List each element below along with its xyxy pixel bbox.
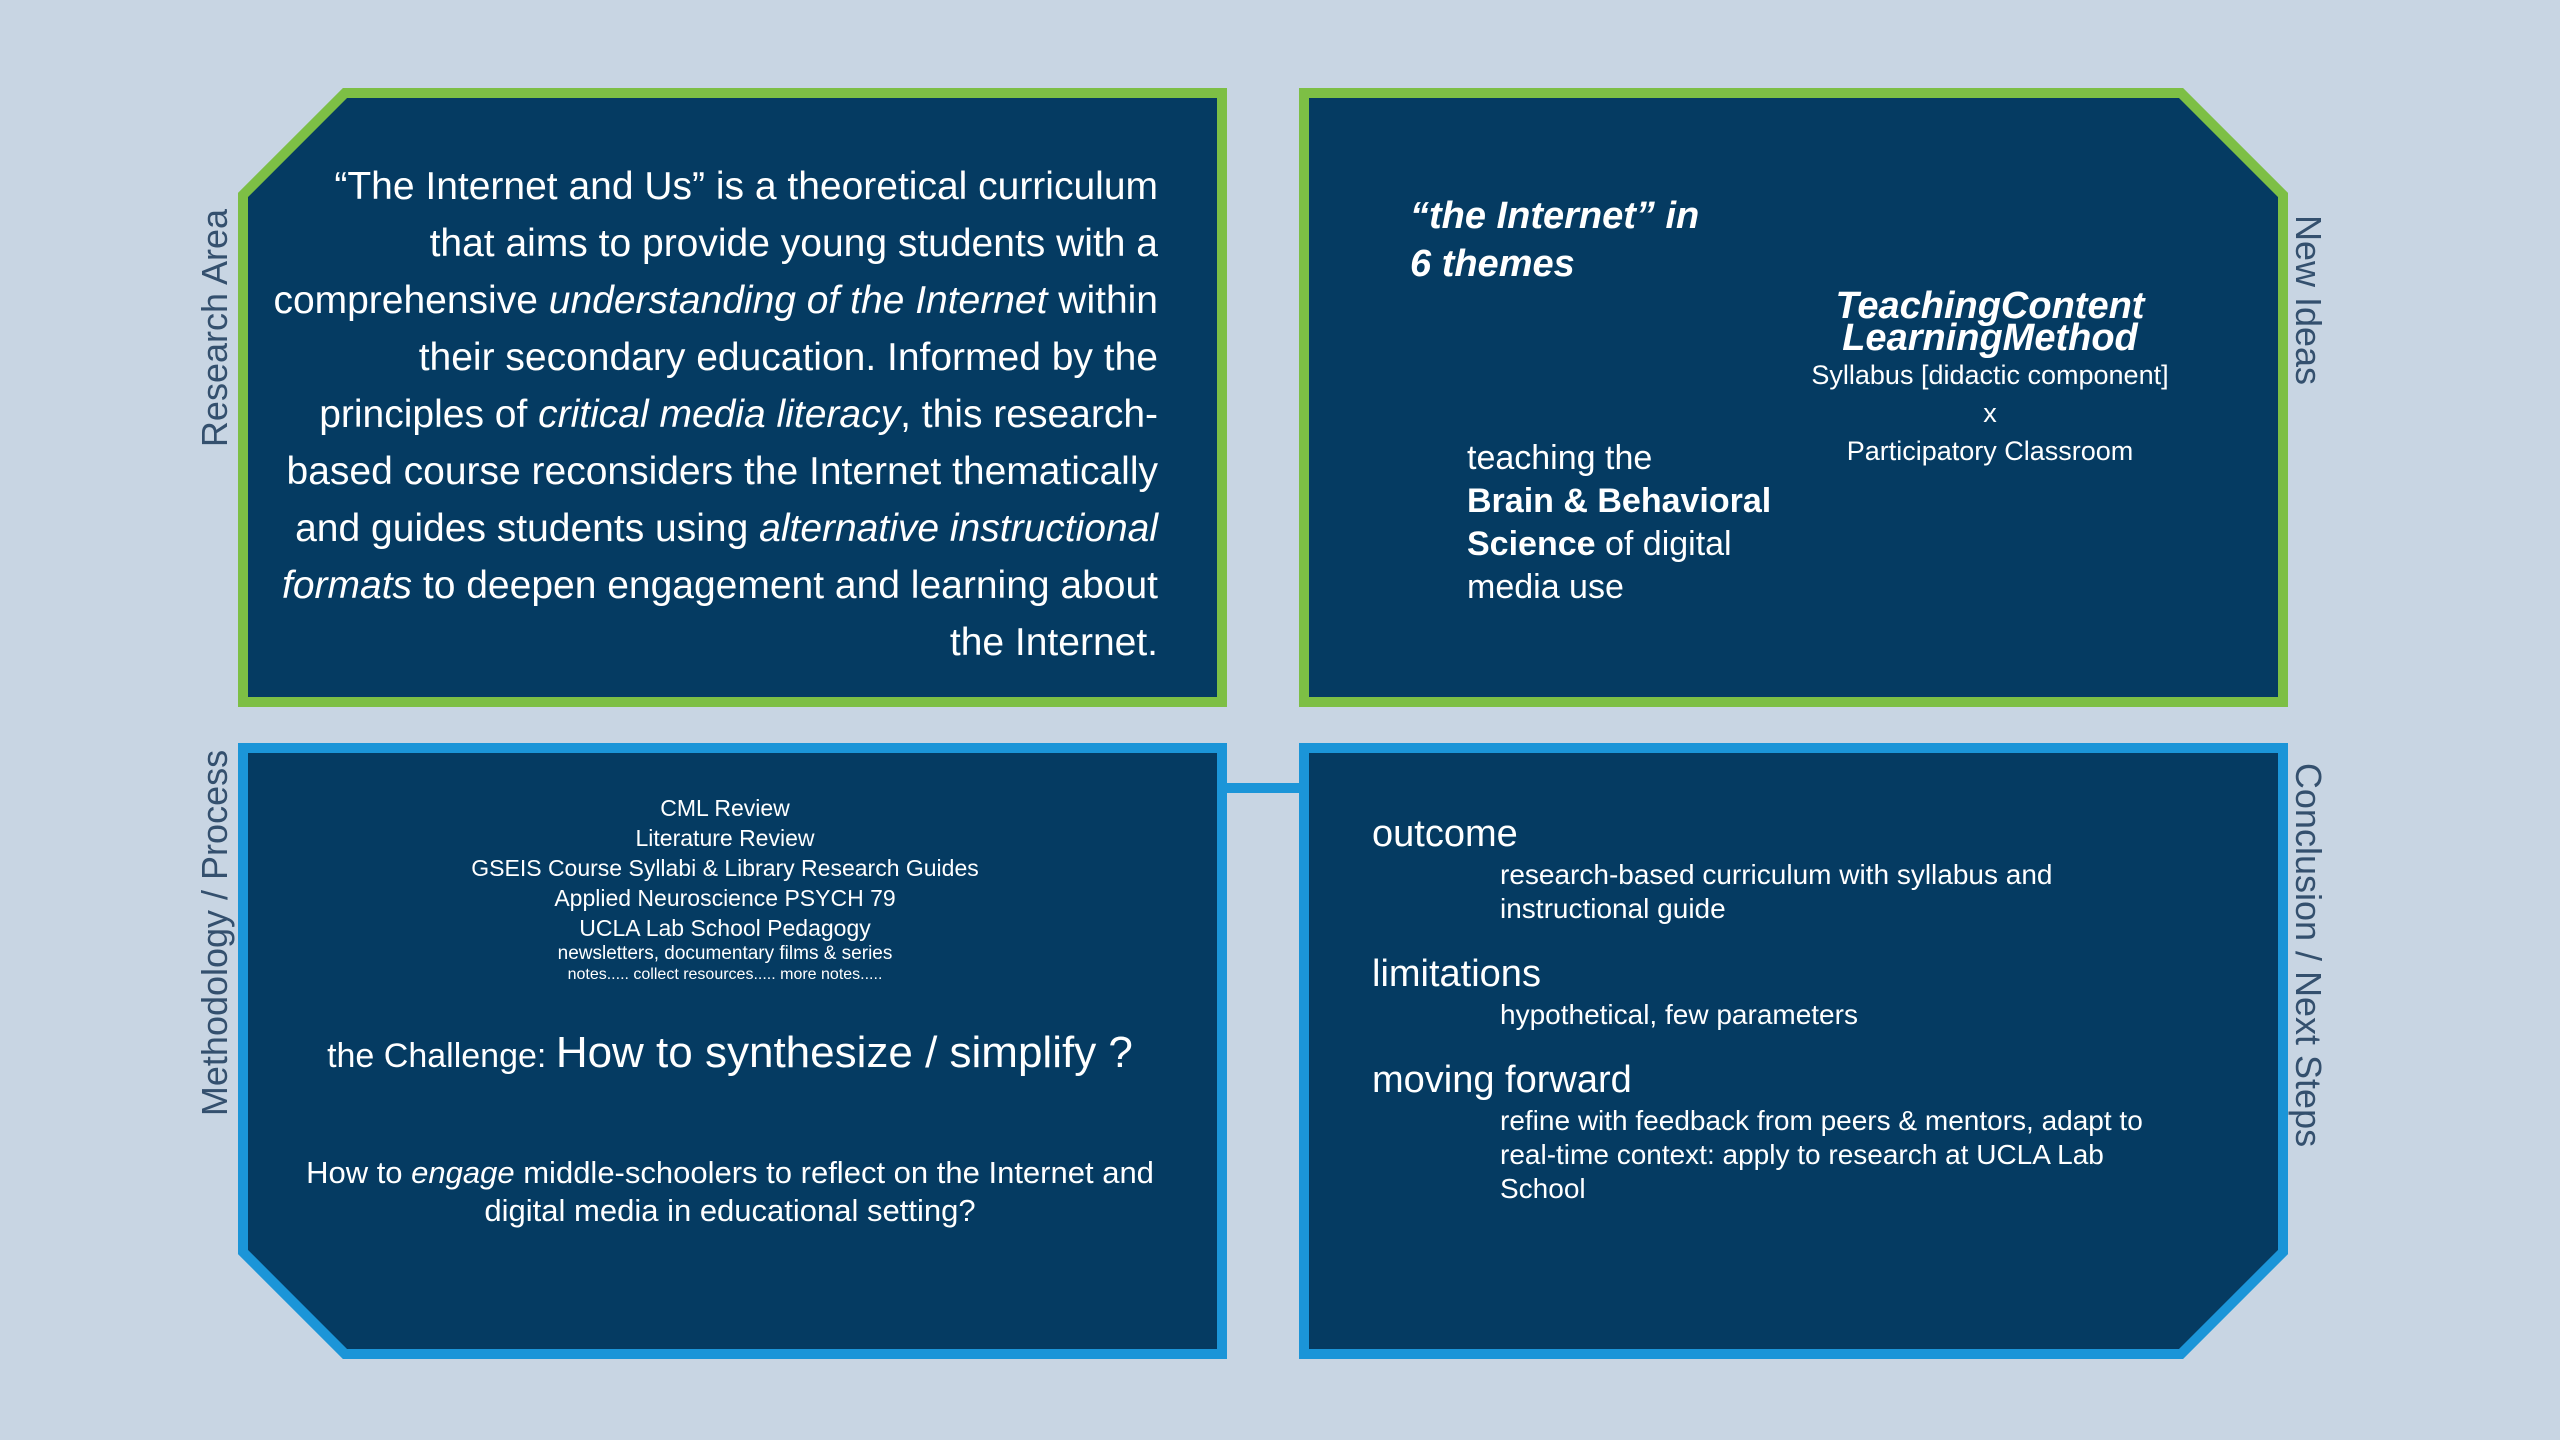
conclusion-content [1372,812,2192,1232]
research-text-1: “The Internet and Us” is a theoretical curriculum that aims to provide young students with a comprehensive [273,165,1158,322]
forward-section [1372,1058,2192,1206]
outcome-text: research-based curriculum with syllabus and instructional guide [1500,859,2053,924]
themes-heading [1410,192,1699,288]
research-description [270,158,1158,671]
source-item: CML Review [660,795,790,821]
research-emphasis-3: alternative instructional formats [282,507,1158,607]
research-emphasis-1: understanding of the Internet [548,279,1048,322]
participatory-line: Participatory Classroom [1846,436,2134,466]
panel-connector [1220,783,1300,793]
source-item: GSEIS Course Syllabi & Library Research Guides [471,855,979,881]
sources-list [325,793,1125,985]
forward-heading: moving forward [1372,1059,1632,1101]
brain-tail: of digital media use [1467,525,1732,606]
source-item-small: newsletters, documentary films & series [557,943,893,964]
new-ideas-label: New Ideas [2288,214,2329,386]
conclusion-label: Conclusion / Next Steps [2288,762,2329,1148]
limitations-heading: limitations [1372,953,1541,995]
brain-bold: Brain & Behavioral Science [1467,482,1772,563]
engage-emphasis: engage [411,1155,515,1190]
source-item: UCLA Lab School Pedagogy [579,915,871,941]
limitations-text: hypothetical, few parameters [1500,999,1858,1030]
outcome-heading: outcome [1372,813,1518,855]
outcome-section [1372,812,2192,926]
themes-line-1: “the Internet” in [1410,195,1700,237]
syllabus-line: Syllabus [didactic component] [1811,360,2169,390]
forward-text: refine with feedback from peers & mentors, adapt to real-time context: apply to research at UCLA Lab School [1500,1105,2143,1204]
source-item: Applied Neuroscience PSYCH 79 [554,885,896,911]
brain-science-block [1467,437,1827,609]
teaching-content-title: TeachingContent [1835,285,2145,327]
research-text-2: within their secondary education. Informed by the principles of [319,279,1158,436]
challenge-lead: the Challenge: [327,1037,556,1075]
themes-line-2: 6 themes [1410,243,1575,285]
engage-pre: How to [306,1155,412,1190]
source-item: Literature Review [635,825,815,851]
research-emphasis-2: critical media literacy [538,393,901,436]
source-notes: notes..... collect resources..... more notes..... [567,966,883,983]
challenge-question: How to synthesize / simplify ? [555,1028,1133,1077]
research-text-3: , this research-based course reconsiders the Internet thematically and guides students using [286,393,1158,550]
cross-symbol: x [1983,398,1997,428]
brain-lead: teaching the [1467,439,1653,477]
teaching-content-block [1780,285,2200,468]
learning-method-title: LearningMethod [1842,317,2138,359]
engage-question [300,1154,1160,1230]
challenge-line [300,1028,1160,1078]
engage-post: middle-schoolers to reflect on the Internet and digital media in educational setting? [484,1155,1154,1228]
research-area-label: Research Area [194,208,235,448]
methodology-label: Methodology / Process [194,749,235,1117]
limitations-section [1372,952,2192,1032]
research-text-4: to deepen engagement and learning about the Internet. [412,564,1158,664]
